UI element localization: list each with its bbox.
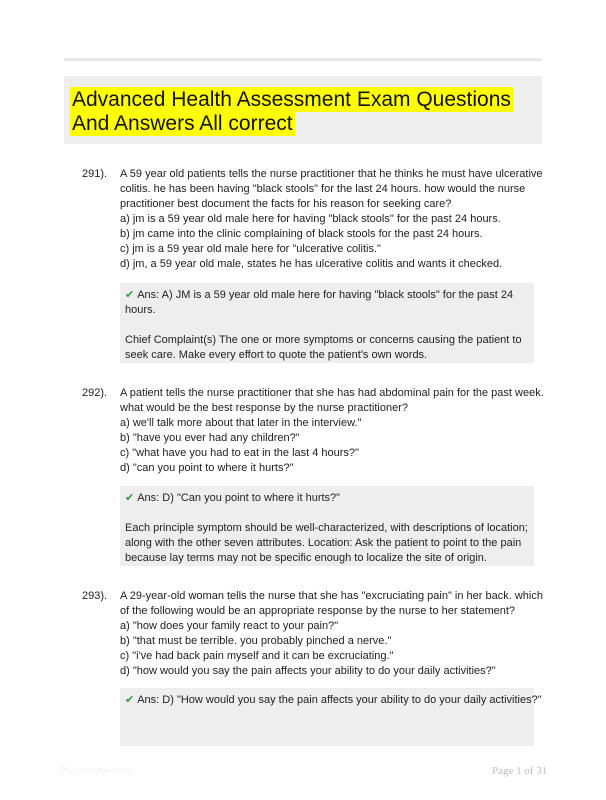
option-b: b) "that must be terrible. you probably pinched a nerve." (120, 635, 392, 647)
document-title-line-2: And Answers All correct (72, 112, 293, 135)
question-line: A 59 year old patients tells the nurse practitioner that he thinks he must have ulcerative (120, 168, 543, 180)
option-a: a) jm is a 59 year old male here for having "black stools" for the past 24 hours. (120, 213, 501, 225)
explanation-line: along with the other seven attributes. Location: Ask the patient to point to the pain (125, 537, 522, 549)
option-c: c) "what have you had to eat in the last 4 hours?" (120, 447, 359, 459)
answer-box-291 (120, 283, 534, 363)
question-number: 292). (82, 387, 108, 399)
option-a: a) we'll talk more about that later in the interview." (120, 417, 362, 429)
option-d: d) "can you point to where it hurts?" (120, 462, 294, 474)
explanation-line: Chief Complaint(s) The one or more symptoms or concerns causing the patient to (125, 334, 522, 346)
question-number: 293). (82, 590, 108, 602)
question-line: of the following would be an appropriate response by the nurse to her statement? (120, 605, 516, 617)
explanation-line: because lay terms may not be specific enough to localize the site of origin. (125, 552, 487, 564)
question-line: A patient tells the nurse practitioner that she has had abdominal pain for the past week. (120, 387, 544, 399)
option-c: c) jm is a 59 year old male here for "ulcerative colitis." (120, 243, 381, 255)
option-c: c) "i've had back pain myself and it can be excruciating." (120, 650, 394, 662)
question-line: practitioner best document the facts for his reason for seeking care? (120, 198, 452, 210)
question-text (120, 589, 543, 679)
answer-box-293 (120, 688, 542, 746)
document-title-line-1: Advanced Health Assessment Exam Questions (72, 88, 511, 111)
question-text (120, 386, 544, 476)
option-b: b) "have you ever had any children?" (120, 432, 300, 444)
check-icon: ✔ (125, 492, 135, 504)
question-text (120, 167, 543, 272)
option-d: d) jm, a 59 year old male, states he has ulcerative colitis and wants it checked. (120, 258, 503, 270)
question-line: A 29-year-old woman tells the nurse that she has "excruciating pain" in her back. which (120, 590, 543, 602)
option-a: a) "how does your family react to your pain?" (120, 620, 339, 632)
explanation-line: Each principle symptom should be well-characterized, with descriptions of location; (125, 522, 528, 534)
answer-box-292 (120, 486, 534, 566)
top-divider (64, 58, 542, 61)
question-line: what would be the best response by the nurse practitioner? (120, 402, 409, 414)
answer-line: Ans: D) "Can you point to where it hurts?" (137, 492, 341, 504)
page-number: Page 1 of 31 (492, 765, 548, 777)
answer-line: Ans: A) JM is a 59 year old male here for having "black stools" for the past 24 (137, 289, 514, 301)
answer-line: hours. (125, 304, 156, 316)
explanation-line: seek care. Make every effort to quote the patient's own words. (125, 349, 428, 361)
option-d: d) "how would you say the pain affects your ability to do your daily activities?" (120, 665, 496, 677)
check-icon: ✔ (125, 289, 135, 301)
answer-line: Ans: D) "How would you say the pain affects your ability to do your daily activities?" (137, 694, 542, 706)
question-line: colitis. he has been having "black stools" for the last 24 hours. how would the nurse (120, 183, 526, 195)
footer-watermark: Papershtbe.com (60, 766, 133, 777)
question-number: 291). (82, 168, 108, 180)
check-icon: ✔ (125, 694, 135, 706)
option-b: b) jm came into the clinic complaining of black stools for the past 24 hours. (120, 228, 483, 240)
